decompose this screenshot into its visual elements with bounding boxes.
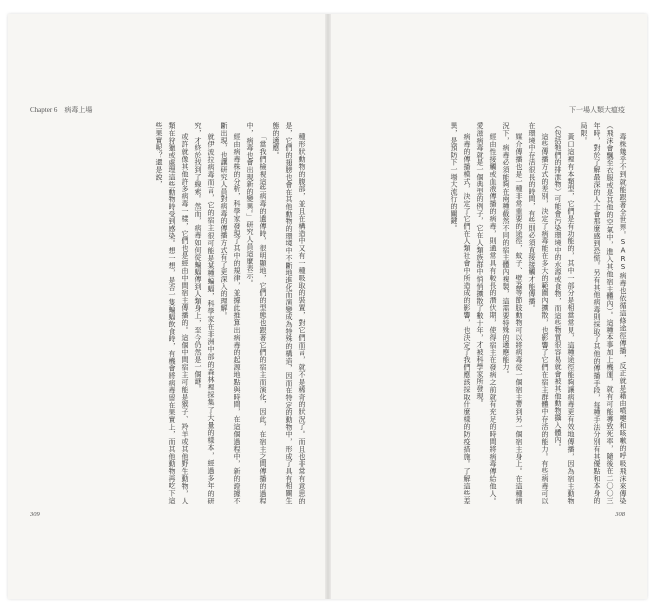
paragraph: 就伊波拉病毒而言，它的宿主很可能是某種蝙蝠，科學家在非洲中部的森林裡採集了大量的樣本，經過多年的研究，才終於找到了線索。然而，病毒如何從蝙蝠傳到人類身上，至今仍然是一個謎。 <box>194 122 215 504</box>
page-number-left: 309 <box>30 511 40 518</box>
paragraph: 黃口這裡有本類型，它們是有功能的，其中一部分是相當常見，這種途徑能夠讓病毒更有效地傳播，因為宿主動物（包括牠們的排泄物）可能會污染環境中的水源或食物，而這些物質很容易就會被其他動物攝入體內。 <box>554 122 575 504</box>
running-head-chapter: Chapter 6 病毒上場 <box>30 106 93 114</box>
paragraph: 經由性接觸或血液傳播的病毒，則通常具有較長的潛伏期，使得宿主在發病之前就有充足的時間將病毒傳給他人。愛滋病毒就是一個典型的例子，它在人類族群中悄悄擴散了數十年，才被科學家所發現。 <box>476 122 497 504</box>
paragraph: 種形狀動物的腹部，並且在構造中又有一種吸取的裝置，對它們而言，就不是稀奇的狀況了。而且也非常有意思的是，它們的翅膀也會在其他動物的環境中不斷地進化而演變成為特殊的構造，因而在特定的動物中，形成了具有相關生態的適應。 <box>272 122 306 504</box>
paragraph: 或許就像其他許多病毒一樣，它們也是經由中間宿主傳播的。這個中間宿主可能是猴子、羚羊或其他野生動物，人類在狩獵或處理這些動物時受到感染。想一想，是否一隻蝙蝠飲食時，有機會將病毒留在果實上，而其他動物再吃下這些果實呢？還是說， <box>155 122 189 504</box>
paragraph: 媒介傳播也是一種非常重要的途徑，蚊子、壁蝨等節肢動物可以將病毒從一個宿主帶到另一個宿主身上。在這種情況下，病毒必須能夠在兩種截然不同的宿主體內複製，這需要特殊的適應能力。 <box>502 122 523 504</box>
right-page-body <box>347 122 629 504</box>
page-number-right: 308 <box>615 511 625 518</box>
right-page <box>331 14 647 599</box>
left-page <box>8 14 325 599</box>
left-page-body <box>28 122 308 504</box>
paragraph: 毒株幾乎不到就能跟著全世界。SARS病毒也依循這條途徑傳播，反正就是藉由噴嚏和咳嗽的呼吸飛沫來傳染（飛沫會飄至衣服或是其他的空氣中，進入其他宿主體內）。這種本事加上機運，就有可能導致死率，隨後在二〇〇三年時，對於了解最深的人士會那麼感到恐慌。另有其他病毒則採取了其他的傳播手段，每種手法分別有其優點和本身的局限。 <box>580 122 627 504</box>
paragraph: 經由病毒株的分析，科學家發現了其中的規律，並據此推算出病毒的起源地點與時間，在這個過程中，新的證據不斷出現，也讓研究人員對病毒的傳播方式有了更深入的理解。 <box>220 122 241 504</box>
running-head-book-title: 下一場人類大瘟疫 <box>569 106 625 114</box>
paragraph: 「當我們檢視這些病毒的遺傳時，很明顯地，它們的型態也跟著它們的宿主而演化，因此，在宿主之間傳播的過程中，病毒也會出現新的變異。」研究人員這麼表示。 <box>246 122 267 504</box>
paragraph: 這些傳播方式的差別，決定了病毒能在多大的範圍內擴散，也影響了它們在宿主群體中存活的能力。有些病毒可以在環境中存活很長的時間，有些則必須直接接觸才能傳播。 <box>528 122 549 504</box>
paragraph: 病毒的傳播模式，決定了它們在人類社會中所造成的影響，也決定了我們應該採取什麼樣的防疫措施。了解這些差異，是預防下一場大流行的關鍵。 <box>450 122 471 504</box>
